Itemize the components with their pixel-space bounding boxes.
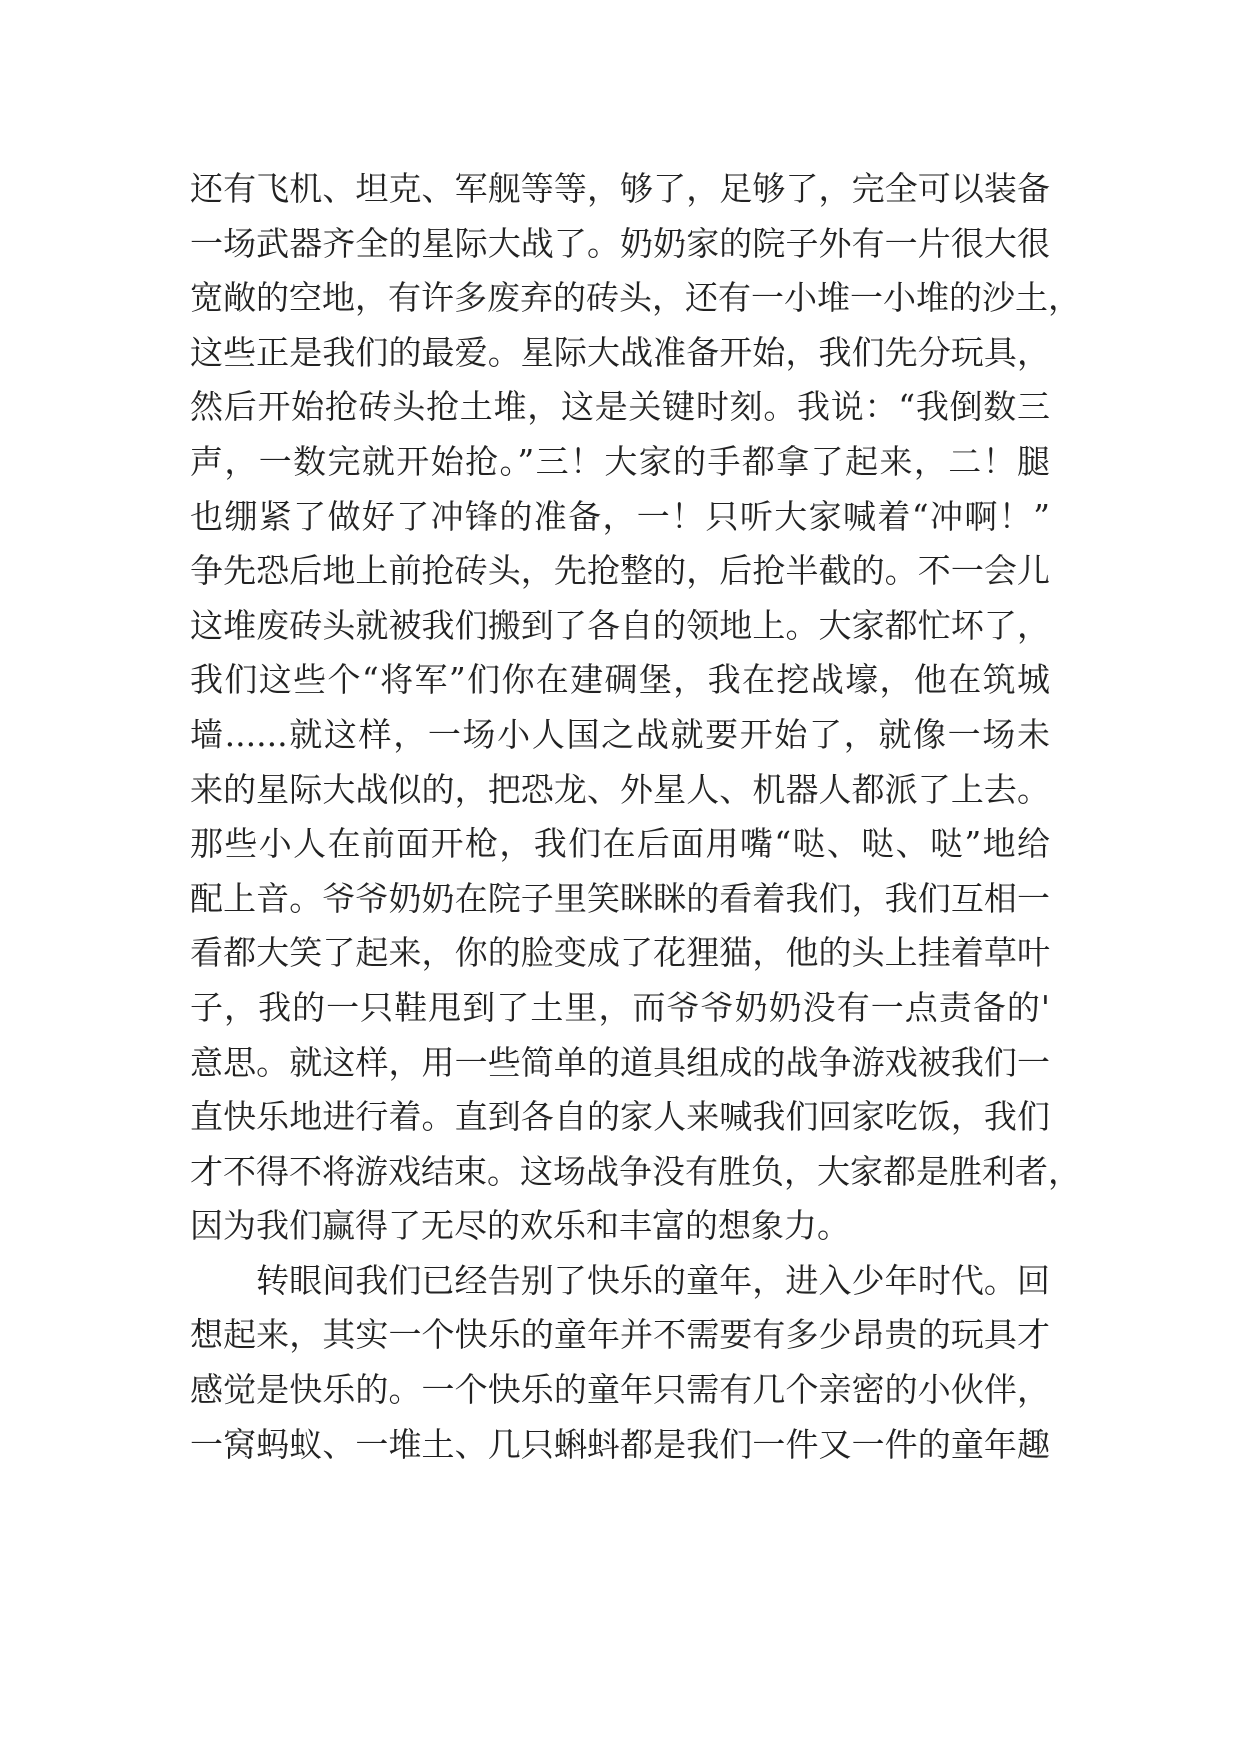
- text-line: 争先恐后地上前抢砖头，先抢整的，后抢半截的。不一会儿: [190, 551, 1050, 591]
- paragraph-1: [190, 162, 1081, 1254]
- text-line: 墙......就这样，一场小人国之战就要开始了，就像一场未: [190, 714, 1050, 754]
- text-line: 来的星际大战似的，把恐龙、外星人、机器人都派了上去。: [190, 769, 1050, 809]
- text-line: 子，我的一只鞋甩到了土里，而爷爷奶奶没有一点责备的': [190, 987, 1050, 1027]
- text-line: 也绷紧了做好了冲锋的准备，一！只听大家喊着“冲啊！”: [190, 496, 1050, 536]
- text-line: 直快乐地进行着。直到各自的家人来喊我们回家吃饭，我们: [190, 1097, 1050, 1137]
- text-line: 才不得不将游戏结束。这场战争没有胜负，大家都是胜利者，: [190, 1151, 1081, 1191]
- text-line: 我们这些个“将军”们你在建碉堡，我在挖战壕，他在筑城: [190, 660, 1050, 700]
- text-line: 这堆废砖头就被我们搬到了各自的领地上。大家都忙坏了，: [190, 605, 1050, 645]
- text-line: 宽敞的空地，有许多废弃的砖头，还有一小堆一小堆的沙土，: [190, 278, 1081, 318]
- text-line: 这些正是我们的最爱。星际大战准备开始，我们先分玩具，: [190, 332, 1050, 372]
- text-line: 声，一数完就开始抢。”三！大家的手都拿了起来，二！腿: [190, 441, 1050, 481]
- text-line: 想起来，其实一个快乐的童年并不需要有多少昂贵的玩具才: [190, 1315, 1050, 1355]
- text-line: 一窝蚂蚁、一堆土、几只蝌蚪都是我们一件又一件的童年趣: [190, 1424, 1050, 1464]
- text-line: 配上音。爷爷奶奶在院子里笑眯眯的看着我们，我们互相一: [190, 878, 1050, 918]
- text-line: 然后开始抢砖头抢土堆，这是关键时刻。我说：“我倒数三: [190, 387, 1050, 427]
- text-line: 那些小人在前面开枪，我们在后面用嘴“哒、哒、哒”地给: [190, 824, 1050, 864]
- text-line: 因为我们赢得了无尽的欢乐和丰富的想象力。: [190, 1206, 850, 1246]
- text-line: 一场武器齐全的星际大战了。奶奶家的院子外有一片很大很: [190, 223, 1050, 263]
- paragraph-2: [190, 1254, 1050, 1472]
- text-line: 意思。就这样，用一些简单的道具组成的战争游戏被我们一: [190, 1042, 1050, 1082]
- text-line: 感觉是快乐的。一个快乐的童年只需有几个亲密的小伙伴，: [190, 1370, 1050, 1410]
- body-text: [190, 162, 1081, 1472]
- text-line: 看都大笑了起来，你的脸变成了花狸猫，他的头上挂着草叶: [190, 933, 1050, 973]
- text-line: 还有飞机、坦克、军舰等等，够了，足够了，完全可以装备: [190, 169, 1050, 208]
- text-line: 转眼间我们已经告别了快乐的童年，进入少年时代。回: [256, 1260, 1050, 1300]
